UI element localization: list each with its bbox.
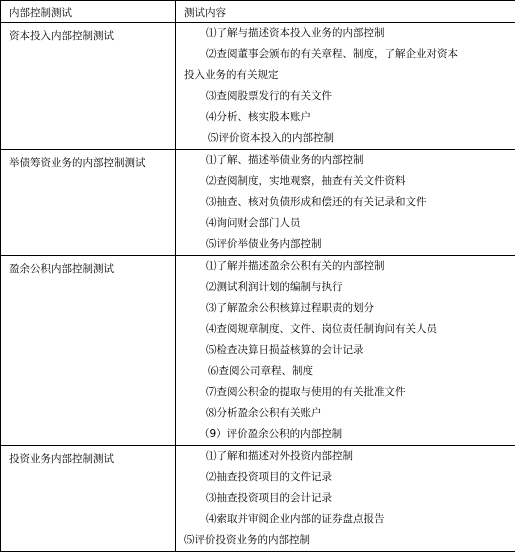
table-row — [1, 446, 515, 552]
list-item: ⑴了解和描述对外投资内部控制 — [176, 446, 515, 467]
list-item: ⑶了解盈余公积核算过程职责的划分 — [176, 298, 515, 319]
list-item: ⑶抽查、核对负债形成和偿还的有关记录和文件 — [176, 192, 515, 213]
control-area-cell: 举债筹资业务的内部控制测试 — [1, 150, 176, 256]
list-item: ⑷查阅规章制度、文件、岗位责任制询问有关人员 — [176, 319, 515, 340]
list-item: ⑶抽查投资项目的会计记录 — [176, 488, 515, 509]
list-item: ⑸评价投资业务的内部控制 — [176, 530, 515, 551]
list-item: ⑴了解并描述盈余公积有关的内部控制 — [176, 256, 515, 277]
control-area-cell: 盈余公积内部控制测试 — [1, 256, 176, 446]
list-item: ⑶查阅股票发行的有关文件 — [176, 86, 515, 107]
list-item: ⑵查阅制度，实地观察，抽查有关文件资料 — [176, 171, 515, 192]
list-item: 投入业务的有关规定 — [176, 65, 515, 86]
table-row — [1, 150, 515, 256]
list-item: ⑵抽查投资项目的文件记录 — [176, 467, 515, 488]
control-area-cell: 资本投入内部控制测试 — [1, 23, 176, 150]
list-item: ⑸评价举债业务内部控制 — [176, 234, 515, 255]
list-item: ⑷索取并审阅企业内部的证券盘点报告 — [176, 509, 515, 530]
column-header-test-content: 测试内容 — [176, 1, 515, 23]
list-item: ⑸评价资本投入的内部控制 — [176, 128, 515, 149]
table-row — [1, 23, 515, 150]
list-item: ⑷询问财会部门人员 — [176, 213, 515, 234]
list-item: ⑻分析盈余公积有关账户 — [176, 403, 515, 424]
list-item: ⑴了解与描述资本投入业务的内部控制 — [176, 23, 515, 44]
list-item: ⑴了解、描述举债业务的内部控制 — [176, 150, 515, 171]
list-item: ⑹查阅公司章程、制度 — [176, 361, 515, 382]
test-content-cell — [176, 150, 515, 256]
test-content-cell — [176, 256, 515, 446]
table-row — [1, 256, 515, 446]
control-area-cell: 投资业务内部控制测试 — [1, 446, 176, 552]
table-header-row — [1, 1, 515, 23]
list-item: ⑷分析、核实股本账户 — [176, 107, 515, 128]
test-content-cell — [176, 446, 515, 552]
list-item: ⑸检查决算日损益核算的会计记录 — [176, 340, 515, 361]
test-content-cell — [176, 23, 515, 150]
column-header-control-test: 内部控制测试 — [1, 1, 176, 23]
list-item: ⑵查阅董事会颁布的有关章程、制度，了解企业对资本 — [176, 44, 515, 65]
list-item: ⑵测试利润计划的编制与执行 — [176, 277, 515, 298]
list-item: （9）评价盈余公积的内部控制 — [176, 424, 515, 445]
list-item: ⑺查阅公积金的提取与使用的有关批准文件 — [176, 382, 515, 403]
